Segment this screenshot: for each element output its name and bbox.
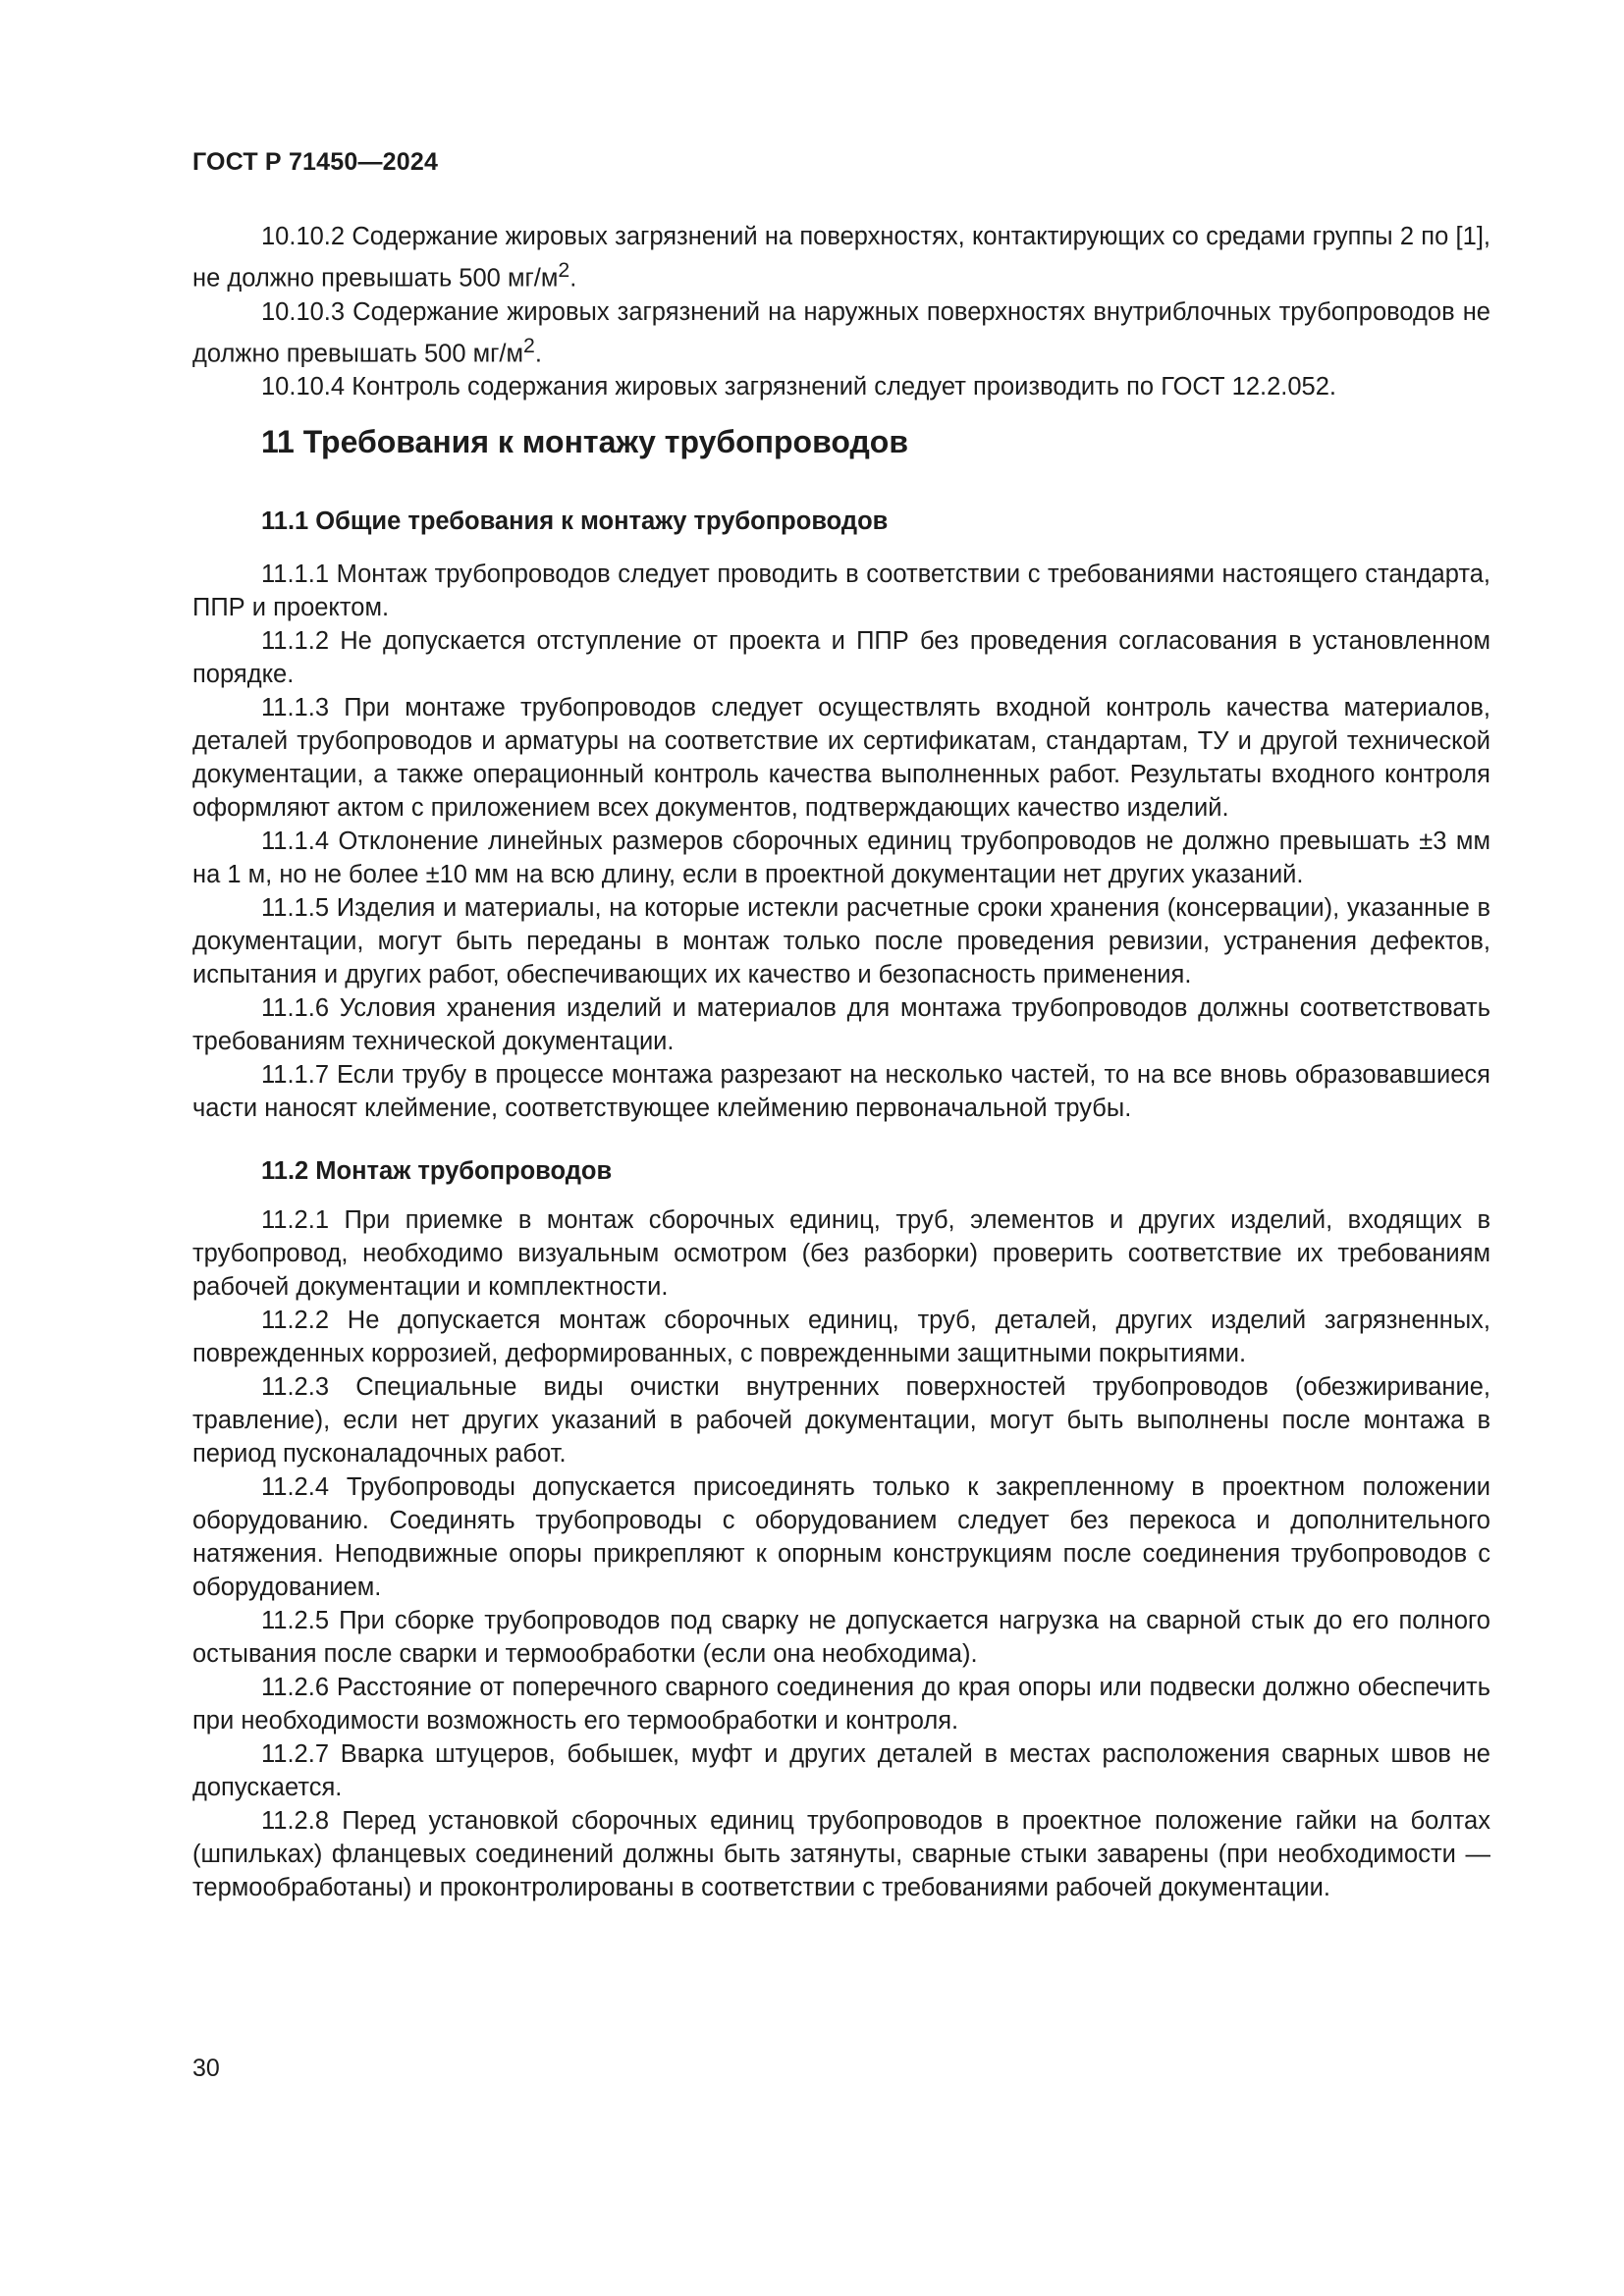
paragraph-tail: . <box>569 264 577 293</box>
paragraph-number: 11.2.4 <box>261 1473 330 1501</box>
superscript: 2 <box>558 258 570 282</box>
paragraph-number: 11.2.3 <box>261 1373 330 1401</box>
paragraph-number: 10.10.4 <box>261 373 346 400</box>
subsection-title-11-2: 11.2 Монтаж трубопроводов <box>261 1157 613 1185</box>
paragraph-text: Отклонение линейных размеров сборочных единиц трубопроводов не должно превышать ±3 мм на 1 м, но не более ±10 мм на всю длину, если в проектной документации нет других указаний. <box>192 828 1490 888</box>
paragraph-10-10-2 <box>192 220 1490 295</box>
paragraph-11-1-2 <box>192 624 1490 691</box>
paragraph-number: 11.2.1 <box>261 1206 330 1234</box>
paragraph-number: 11.1.3 <box>261 694 330 721</box>
paragraph-text: Не допускается монтаж сборочных единиц, труб, деталей, других изделий загрязненных, поврежденных коррозией, деформированных, с поврежденными защитными покрытиями. <box>192 1307 1490 1367</box>
intro-paragraphs <box>192 220 1490 403</box>
paragraph-text: При приемке в монтаж сборочных единиц, труб, элементов и других изделий, входящих в трубопровод, необходимо визуальным осмотром (без разборки) проверить соответствие их требованиям рабочей документации и комплектности. <box>192 1206 1490 1301</box>
page-number: 30 <box>192 2055 220 2082</box>
paragraph-11-2-6 <box>192 1671 1490 1737</box>
paragraph-11-2-8 <box>192 1804 1490 1904</box>
paragraph-11-1-7 <box>192 1058 1490 1125</box>
paragraph-11-2-7 <box>192 1737 1490 1804</box>
paragraph-number: 11.2.5 <box>261 1607 330 1634</box>
paragraph-number: 11.1.6 <box>261 994 330 1022</box>
paragraph-tail: . <box>534 340 542 367</box>
paragraph-text: Не допускается отступление от проекта и ППР без проведения согласования в установленном порядке. <box>192 627 1490 688</box>
paragraph-number: 11.1.1 <box>261 561 330 588</box>
document-id-header: ГОСТ Р 71450—2024 <box>192 148 439 176</box>
paragraph-text: Перед установкой сборочных единиц трубопроводов в проектное положение гайки на болтах (шпильках) фланцевых соединений должны быть затянуты, сварные стыки заварены (при необходимости — термообработаны) и проконтролированы в соответствии с требованиями рабочей документации. <box>192 1807 1490 1901</box>
paragraph-text: При монтаже трубопроводов следует осуществлять входной контроль качества материалов, деталей трубопроводов и арматуры на соответствие их сертификатам, стандартам, ТУ и другой технической документации, а также операционный контроль качества выполненных работ. Результаты входного контроля оформляют актом с приложением всех документов, подтверждающих качество изделий. <box>192 694 1490 822</box>
paragraph-11-2-5 <box>192 1604 1490 1671</box>
paragraph-number: 11.2.7 <box>261 1740 330 1768</box>
paragraph-text: Монтаж трубопроводов следует проводить в соответствии с требованиями настоящего стандарта, ППР и проектом. <box>192 561 1491 621</box>
paragraph-11-1-6 <box>192 991 1490 1058</box>
paragraph-text: Специальные виды очистки внутренних поверхностей трубопроводов (обезжиривание, травление), если нет других указаний в рабочей документации, могут быть выполнены после монтажа в период пусконаладочных работ. <box>192 1373 1490 1468</box>
paragraph-11-2-2 <box>192 1304 1490 1370</box>
paragraph-number: 11.1.2 <box>261 627 330 655</box>
paragraph-number: 11.2.8 <box>261 1807 330 1835</box>
paragraph-11-1-5 <box>192 891 1490 991</box>
paragraph-11-1-3 <box>192 691 1490 825</box>
paragraph-text: При сборке трубопроводов под сварку не допускается нагрузка на сварной стык до его полного остывания после сварки и термообработки (если она необходима). <box>192 1607 1490 1668</box>
subsection-11-1-paragraphs <box>192 558 1490 1125</box>
paragraph-number: 11.1.7 <box>261 1061 330 1089</box>
paragraph-text: Если трубу в процессе монтажа разрезают на несколько частей, то на все вновь образовавшиеся части наносят клеймение, соответствующее клеймению первоначальной трубы. <box>192 1061 1490 1122</box>
paragraph-text: Расстояние от поперечного сварного соединения до края опоры или подвески должно обеспечить при необходимости возможность его термообработки и контроля. <box>192 1674 1490 1735</box>
paragraph-number: 11.2.6 <box>261 1674 330 1701</box>
paragraph-number: 10.10.3 <box>261 297 346 326</box>
paragraph-11-2-3 <box>192 1370 1490 1470</box>
paragraph-11-2-4 <box>192 1470 1490 1604</box>
paragraph-text: Условия хранения изделий и материалов для монтажа трубопроводов должны соответствовать требованиям технической документации. <box>192 994 1490 1055</box>
section-title: 11 Требования к монтажу трубопроводов <box>261 424 908 459</box>
paragraph-text: Вварка штуцеров, бобышек, муфт и других деталей в местах расположения сварных швов не допускается. <box>192 1740 1490 1801</box>
paragraph-text: Трубопроводы допускается присоединять только к закрепленному в проектном положении оборудованию. Соединять трубопроводы с оборудованием следует без перекоса и дополнительного натяжения. Неподвижные опоры прикрепляют к опорным конструкциям после соединения трубопроводов с оборудованием. <box>192 1473 1490 1601</box>
subsection-11-2-paragraphs <box>192 1203 1490 1904</box>
paragraph-number: 10.10.2 <box>261 223 346 250</box>
paragraph-text: Контроль содержания жировых загрязнений следует производить по ГОСТ 12.2.052. <box>352 373 1336 400</box>
paragraph-text: Изделия и материалы, на которые истекли расчетные сроки хранения (консервации), указанные в документации, могут быть переданы в монтаж только после проведения ревизии, устранения дефектов, испытания и других работ, обеспечивающих их качество и безопасность применения. <box>192 894 1490 988</box>
superscript: 2 <box>523 333 535 357</box>
paragraph-text: Содержание жировых загрязнений на наружных поверхностях внутриблочных трубопроводов не должно превышать 500 мг/м <box>192 297 1490 367</box>
paragraph-11-2-1 <box>192 1203 1490 1304</box>
paragraph-number: 11.1.4 <box>261 828 330 855</box>
paragraph-number: 11.2.2 <box>261 1307 330 1334</box>
paragraph-10-10-4 <box>192 370 1490 403</box>
paragraph-11-1-1 <box>192 558 1490 624</box>
paragraph-11-1-4 <box>192 825 1490 891</box>
subsection-title-11-1: 11.1 Общие требования к монтажу трубопроводов <box>261 507 889 535</box>
paragraph-number: 11.1.5 <box>261 894 330 922</box>
paragraph-text: Содержание жировых загрязнений на поверхностях, контактирующих со средами группы 2 по [1], не должно превышать 500 мг/м <box>192 223 1490 293</box>
paragraph-10-10-3 <box>192 295 1490 371</box>
